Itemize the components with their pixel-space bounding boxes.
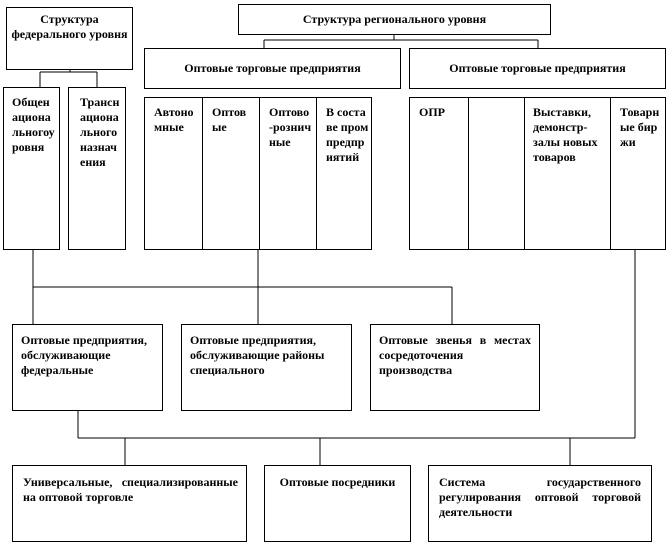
cell-wholesale: Оптовые xyxy=(202,98,259,249)
federal-structure-title-text: Структура федерального уровня xyxy=(11,12,128,41)
cell-wholesale-retail: Оптово-розничные xyxy=(259,98,316,249)
regional-left-group-title-text: Оптовые торговые предприятия xyxy=(184,61,361,75)
middle-special-regions-text: Оптовые предприятия, обслуживающие районы специального xyxy=(190,333,325,377)
federal-national-text: Общенациональногоуровня xyxy=(12,95,55,154)
cell-autonomous: Автономные xyxy=(154,105,194,134)
federal-transnational-text: Транснациональногоназначения xyxy=(80,95,120,169)
cell-in-industrial-enterprises: В составе промпредприятий xyxy=(316,98,373,249)
regional-structure-title xyxy=(238,4,551,35)
regional-structure-title-text: Структура регионального уровня xyxy=(302,12,487,26)
regional-left-group-title xyxy=(144,48,401,89)
bottom-universal-box xyxy=(12,465,247,542)
cell-commodity-exchanges: Товарные биржи xyxy=(610,98,667,249)
regional-right-group-title xyxy=(409,48,666,89)
regional-right-cells xyxy=(409,97,666,250)
bottom-universal-text: Универсальные, специализированные на оптовой торговле xyxy=(23,475,238,504)
regional-right-group-title-text: Оптовые торговые предприятия xyxy=(449,61,626,75)
middle-production-text: Оптовые звенья в местах сосредоточения производства xyxy=(379,333,531,377)
middle-federal-box xyxy=(12,324,163,411)
federal-transnational-box xyxy=(68,87,126,250)
middle-production-box xyxy=(370,324,540,411)
bottom-regulation-box xyxy=(428,465,652,542)
middle-federal-text: Оптовые предприятия, обслуживающие федеральные xyxy=(21,333,147,377)
cell-exhibitions: Выставки, демонстр-залы новых товаров xyxy=(524,98,610,249)
middle-special-regions-box xyxy=(181,324,352,411)
bottom-intermediaries-box xyxy=(264,465,411,542)
bottom-intermediaries-text: Оптовые посредники xyxy=(279,475,396,489)
cell-empty xyxy=(468,98,524,249)
federal-structure-title xyxy=(6,7,133,70)
cell-opr: ОПР xyxy=(419,105,445,119)
regional-left-cells xyxy=(144,97,372,250)
federal-national-box xyxy=(3,87,60,250)
bottom-regulation-text: Система государственного регулирования оптовой торговой деятельности xyxy=(439,475,641,519)
